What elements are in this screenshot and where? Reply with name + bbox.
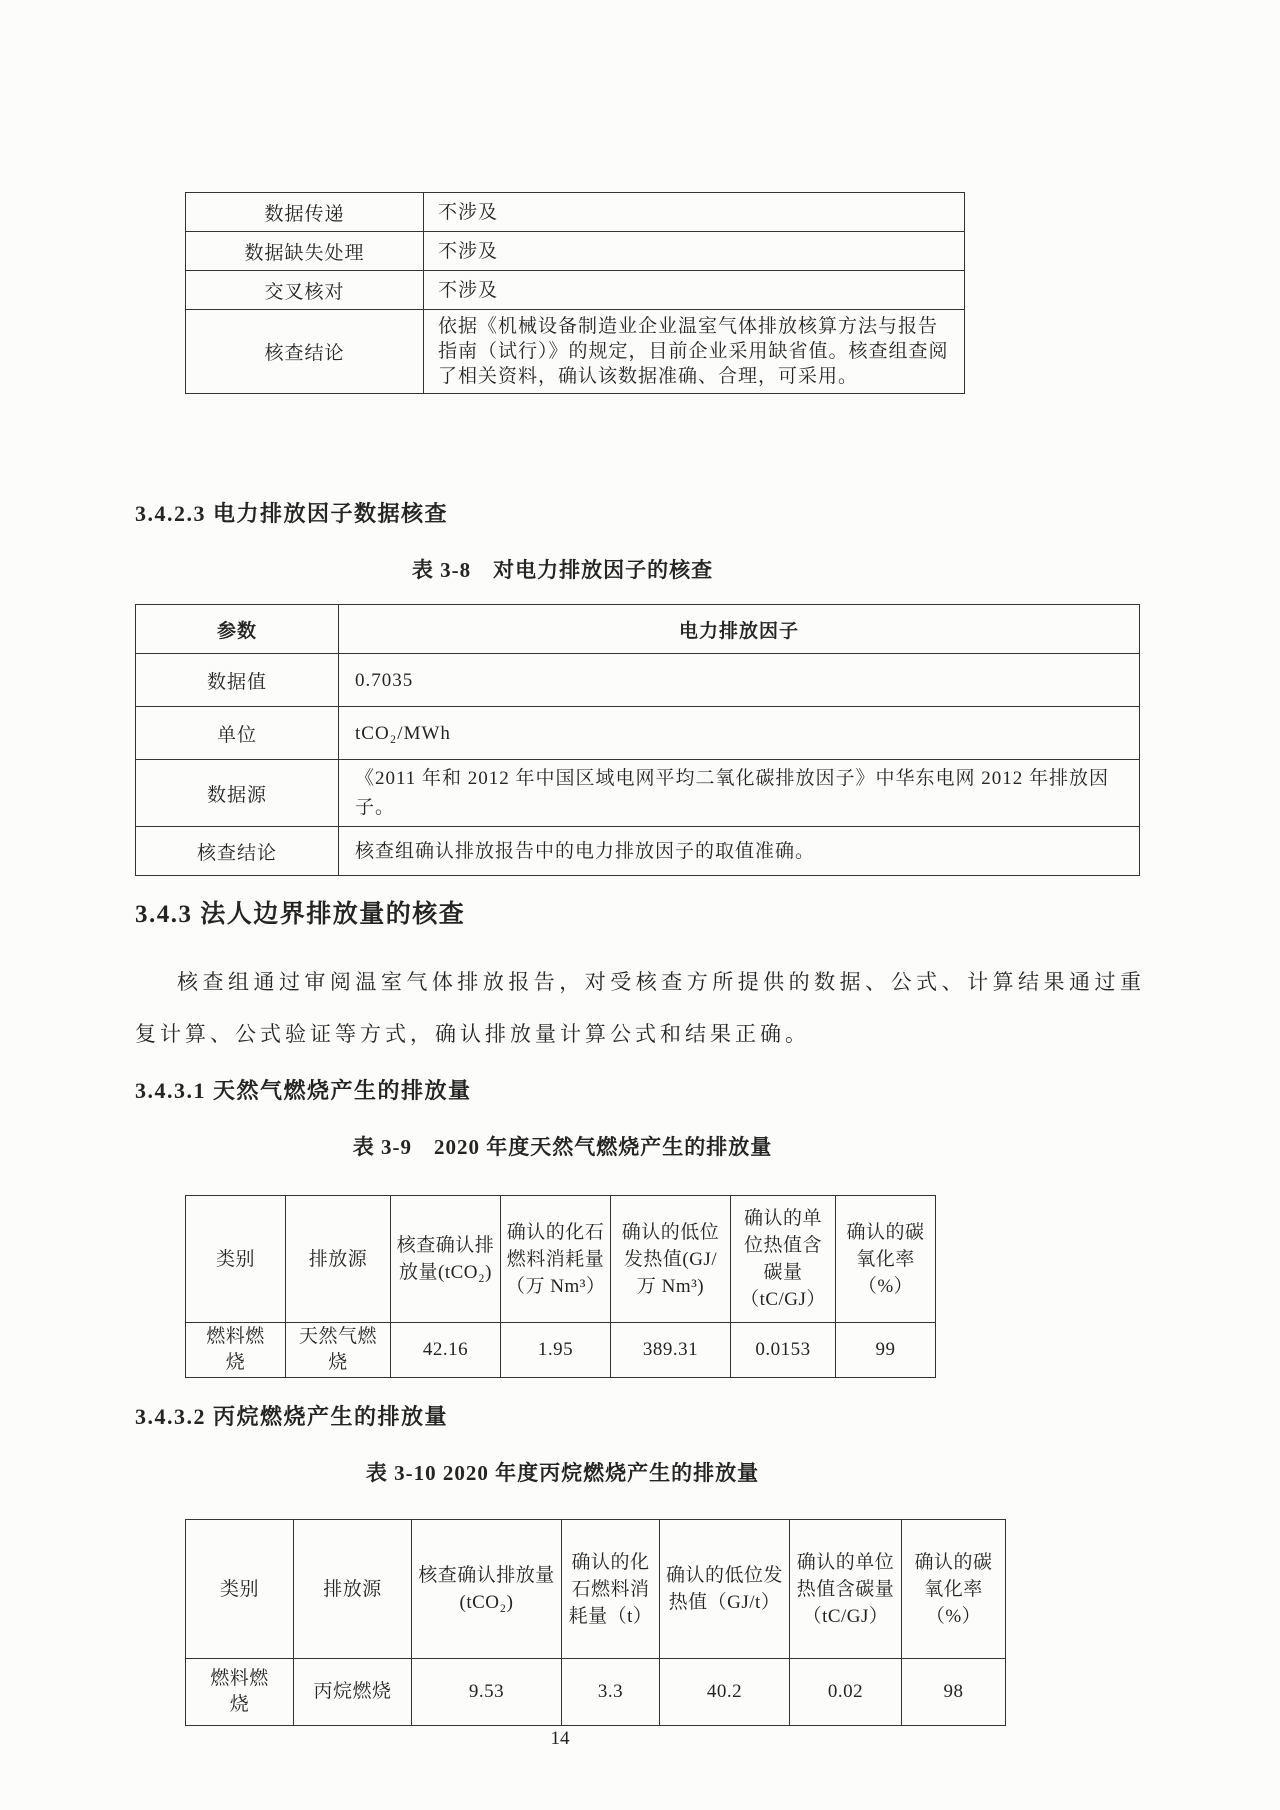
header-cell: 排放源	[286, 1196, 391, 1323]
table-header-row	[186, 1520, 1006, 1659]
row-label: 数据缺失处理	[186, 232, 424, 271]
cell-heating-value: 389.31	[611, 1323, 731, 1378]
row-value: 不涉及	[424, 271, 965, 310]
row-label: 核查结论	[136, 827, 339, 876]
header-cell: 参数	[136, 605, 339, 654]
header-cell: 确认的低位发热值(GJ/万 Nm³)	[611, 1196, 731, 1323]
cell-carbon-content: 0.0153	[731, 1323, 836, 1378]
row-value: 核查组确认排放报告中的电力排放因子的取值准确。	[339, 827, 1140, 876]
cell-fuel-consumption: 1.95	[501, 1323, 611, 1378]
row-label: 数据源	[136, 760, 339, 827]
header-cell: 电力排放因子	[339, 605, 1140, 654]
row-value: tCO₂/MWh	[339, 707, 1140, 760]
heading-legal-boundary-verification: 3.4.3 法人边界排放量的核查	[135, 901, 466, 928]
row-value: 《2011 年和 2012 年中国区域电网平均二氧化碳排放因子》中华东电网 2012 年排放因子。	[339, 760, 1140, 827]
cell-verified-emission: 9.53	[412, 1659, 562, 1726]
natural-gas-emission-table	[185, 1195, 936, 1378]
row-label: 交叉核对	[186, 271, 424, 310]
power-emission-factor-table	[135, 604, 1140, 876]
table-row	[186, 310, 965, 394]
row-value: 0.7035	[339, 654, 1140, 707]
table-3-8-caption: 表 3-8 对电力排放因子的核查	[411, 558, 714, 582]
page-number: 14	[550, 1728, 570, 1749]
table-row	[186, 193, 965, 232]
cell-category: 燃料燃烧	[186, 1323, 286, 1378]
table-row	[186, 1659, 1006, 1726]
header-cell: 核查确认排放量(tCO₂)	[412, 1520, 562, 1659]
table-row	[136, 827, 1140, 876]
header-cell: 确认的低位发热值（GJ/t）	[660, 1520, 790, 1659]
heading-propane-emissions: 3.4.3.2 丙烷燃烧产生的排放量	[135, 1404, 449, 1429]
heading-power-factor-verification: 3.4.2.3 电力排放因子数据核查	[135, 501, 449, 526]
data-quality-continuation-table	[185, 192, 965, 394]
row-value: 不涉及	[424, 193, 965, 232]
header-cell: 确认的化石燃料消耗量（t）	[562, 1520, 660, 1659]
header-cell: 排放源	[294, 1520, 412, 1659]
heading-natural-gas-emissions: 3.4.3.1 天然气燃烧产生的排放量	[135, 1078, 472, 1103]
table-3-9-caption: 表 3-9 2020 年度天然气燃烧产生的排放量	[352, 1135, 773, 1159]
table-row	[136, 707, 1140, 760]
row-value: 不涉及	[424, 232, 965, 271]
table-row	[186, 1323, 936, 1378]
row-label: 数据值	[136, 654, 339, 707]
body-paragraph: 核查组通过审阅温室气体排放报告，对受核查方所提供的数据、公式、计算结果通过重复计算、公式验证等方式，确认排放量计算公式和结果正确。	[135, 970, 1145, 1046]
table-3-10-caption: 表 3-10 2020 年度丙烷燃烧产生的排放量	[365, 1461, 760, 1485]
cell-fuel-consumption: 3.3	[562, 1659, 660, 1726]
table-header-row	[186, 1196, 936, 1323]
row-label: 数据传递	[186, 193, 424, 232]
table-row	[136, 654, 1140, 707]
header-cell: 核查确认排放量(tCO₂)	[391, 1196, 501, 1323]
cell-category: 燃料燃烧	[186, 1659, 294, 1726]
table-row	[186, 232, 965, 271]
header-cell: 确认的单位热值含碳量（tC/GJ）	[790, 1520, 902, 1659]
cell-verified-emission: 42.16	[391, 1323, 501, 1378]
header-cell: 确认的单位热值含碳量（tC/GJ）	[731, 1196, 836, 1323]
cell-oxidation-rate: 99	[836, 1323, 936, 1378]
header-cell: 类别	[186, 1196, 286, 1323]
cell-emission-source: 天然气燃烧	[286, 1323, 391, 1378]
header-cell: 确认的化石燃料消耗量（万 Nm³）	[501, 1196, 611, 1323]
cell-emission-source: 丙烷燃烧	[294, 1659, 412, 1726]
row-label: 单位	[136, 707, 339, 760]
table-row	[186, 271, 965, 310]
header-cell: 确认的碳氧化率（%）	[902, 1520, 1006, 1659]
cell-carbon-content: 0.02	[790, 1659, 902, 1726]
row-label: 核查结论	[186, 310, 424, 394]
header-cell: 确认的碳氧化率（%）	[836, 1196, 936, 1323]
propane-emission-table	[185, 1519, 1006, 1726]
header-cell: 类别	[186, 1520, 294, 1659]
table-row	[136, 760, 1140, 827]
row-value: 依据《机械设备制造业企业温室气体排放核算方法与报告指南（试行）》的规定，目前企业采用缺省值。核查组查阅了相关资料，确认该数据准确、合理，可采用。	[424, 310, 965, 394]
table-header-row	[136, 605, 1140, 654]
cell-heating-value: 40.2	[660, 1659, 790, 1726]
cell-oxidation-rate: 98	[902, 1659, 1006, 1726]
